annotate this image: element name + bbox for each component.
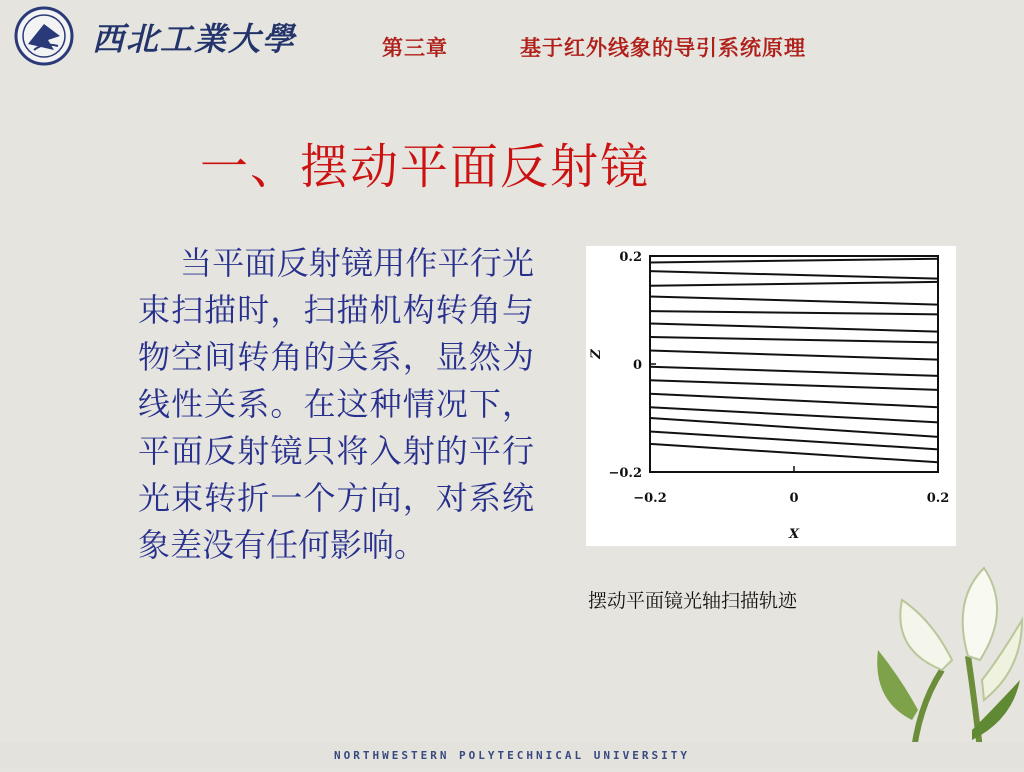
x-tick-label: −0.2 xyxy=(633,491,667,506)
y-tick-label: −0.2 xyxy=(608,466,642,481)
body-paragraph: 当平面反射镜用作平行光束扫描时，扫描机构转角与物空间转角的关系，显然为线性关系。在这种情况下，平面反射镜只将入射的平行光束转折一个方向，对系统象差没有任何影响。 xyxy=(138,244,534,564)
x-tick-label: 0 xyxy=(789,491,799,506)
scan-trajectory-figure xyxy=(586,246,956,546)
scan-line-9 xyxy=(650,367,938,376)
scan-line-2 xyxy=(650,271,938,279)
university-seal-logo xyxy=(14,6,74,66)
scan-line-3 xyxy=(650,282,938,286)
scan-line-11 xyxy=(650,394,938,408)
y-tick-label: 0.2 xyxy=(619,250,642,265)
section-title: 一、摆动平面反射镜 xyxy=(200,139,651,195)
chapter-label: 第三章 xyxy=(382,36,448,60)
university-name: 西北工業大學 xyxy=(92,20,297,58)
scan-line-10 xyxy=(650,380,938,390)
figure-caption: 摆动平面镜光轴扫描轨迹 xyxy=(588,590,798,612)
scan-line-6 xyxy=(650,324,938,332)
footer-university-name: NORTHWESTERN POLYTECHNICAL UNIVERSITY xyxy=(333,749,691,762)
chapter-title: 基于红外线象的导引系统原理 xyxy=(520,36,806,60)
scan-line-4 xyxy=(650,297,938,305)
calla-lily-decoration xyxy=(872,560,1024,768)
x-axis-label: X xyxy=(788,527,800,542)
y-tick-label: 0 xyxy=(632,358,642,373)
scan-line-5 xyxy=(650,311,938,314)
scan-line-8 xyxy=(650,351,938,360)
scan-line-1 xyxy=(650,259,938,263)
scan-trajectory-chart xyxy=(586,246,956,546)
x-tick-label: 0.2 xyxy=(926,491,950,506)
y-axis-label: Z xyxy=(589,349,604,359)
scan-line-7 xyxy=(650,337,938,342)
